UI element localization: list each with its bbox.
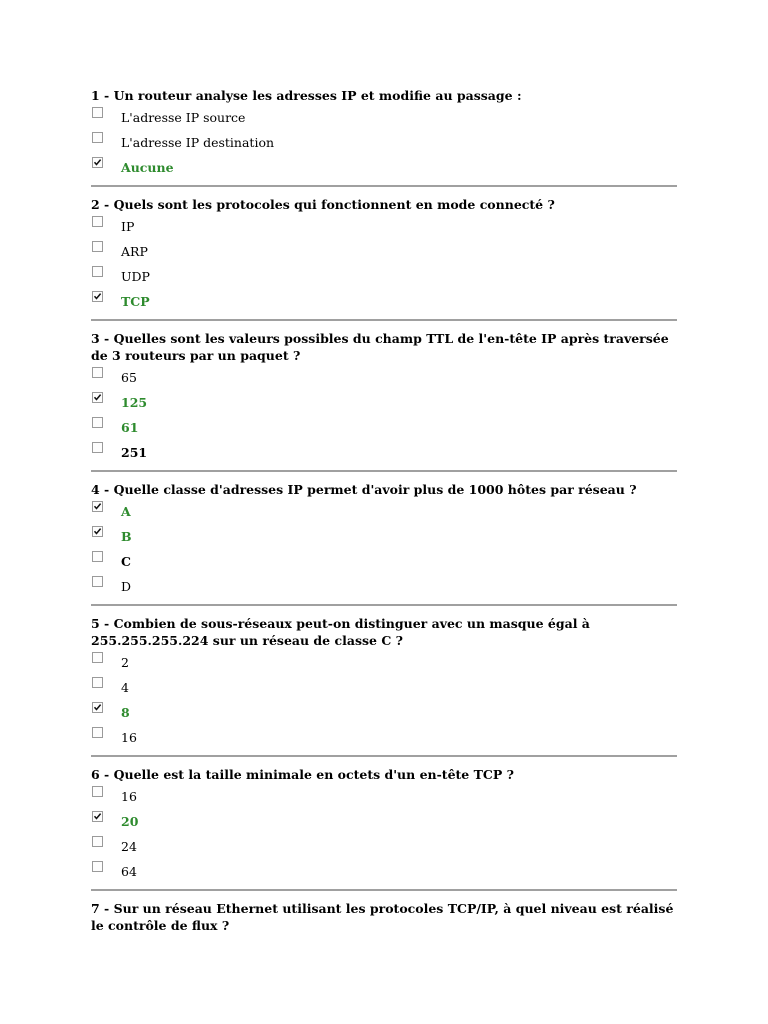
checkbox-unchecked[interactable] <box>92 576 103 587</box>
checkbox-unchecked[interactable] <box>92 417 103 428</box>
answer-label: TCP <box>121 294 150 309</box>
question-title: 5 - Combien de sous-réseaux peut-on distinguer avec un masque égal à 255.255.255.224 sur un réseau de classe C ? <box>91 616 590 648</box>
checkbox-checked[interactable] <box>92 702 103 713</box>
checkbox-checked[interactable] <box>92 526 103 537</box>
answer-option[interactable] <box>91 244 677 269</box>
answer-option[interactable] <box>91 395 677 420</box>
checkmark-icon <box>93 393 102 402</box>
checkmark-icon <box>93 292 102 301</box>
checkbox-unchecked[interactable] <box>92 107 103 118</box>
answer-option[interactable] <box>91 420 677 445</box>
answer-label: UDP <box>121 269 150 284</box>
answer-option[interactable] <box>91 814 677 839</box>
answer-label: 24 <box>121 839 137 854</box>
answer-label: 125 <box>121 395 148 410</box>
question-2 <box>91 195 677 321</box>
answer-option[interactable] <box>91 110 677 135</box>
question-title: 7 - Sur un réseau Ethernet utilisant les protocoles TCP/IP, à quel niveau est réalisé le contrôle de flux ? <box>91 901 674 933</box>
checkbox-unchecked[interactable] <box>92 836 103 847</box>
checkbox-unchecked[interactable] <box>92 367 103 378</box>
checkmark-icon <box>93 502 102 511</box>
answer-option[interactable] <box>91 864 677 889</box>
answer-label: 20 <box>121 814 139 829</box>
answer-label: L'adresse IP destination <box>121 135 275 150</box>
answer-label: 64 <box>121 864 137 879</box>
answer-label: 16 <box>121 730 137 745</box>
checkbox-unchecked[interactable] <box>92 786 103 797</box>
answer-label: 251 <box>121 445 148 460</box>
checkbox-checked[interactable] <box>92 811 103 822</box>
checkbox-unchecked[interactable] <box>92 266 103 277</box>
checkbox-unchecked[interactable] <box>92 216 103 227</box>
checkmark-icon <box>93 158 102 167</box>
question-title: 1 - Un routeur analyse les adresses IP et modifie au passage : <box>91 88 522 103</box>
answer-label: D <box>121 579 132 594</box>
answer-label: 4 <box>121 680 129 695</box>
answer-label: 2 <box>121 655 129 670</box>
answer-option[interactable] <box>91 655 677 680</box>
answer-option[interactable] <box>91 705 677 730</box>
answer-label: 16 <box>121 789 137 804</box>
answer-label: C <box>121 554 131 569</box>
answer-option[interactable] <box>91 504 677 529</box>
answer-label: ARP <box>121 244 148 259</box>
quiz-list <box>91 86 677 940</box>
question-6 <box>91 765 677 891</box>
checkbox-unchecked[interactable] <box>92 861 103 872</box>
checkbox-checked[interactable] <box>92 392 103 403</box>
checkbox-checked[interactable] <box>92 291 103 302</box>
answer-label: IP <box>121 219 135 234</box>
question-1 <box>91 86 677 187</box>
question-3 <box>91 329 677 472</box>
checkbox-unchecked[interactable] <box>92 241 103 252</box>
checkbox-unchecked[interactable] <box>92 677 103 688</box>
answer-label: B <box>121 529 132 544</box>
answer-option[interactable] <box>91 579 677 604</box>
question-title: 4 - Quelle classe d'adresses IP permet d'avoir plus de 1000 hôtes par réseau ? <box>91 482 637 497</box>
checkbox-unchecked[interactable] <box>92 652 103 663</box>
checkbox-unchecked[interactable] <box>92 727 103 738</box>
answer-label: 61 <box>121 420 139 435</box>
answer-option[interactable] <box>91 160 677 185</box>
answer-option[interactable] <box>91 789 677 814</box>
answer-label: L'adresse IP source <box>121 110 246 125</box>
checkbox-unchecked[interactable] <box>92 132 103 143</box>
answer-option[interactable] <box>91 135 677 160</box>
checkmark-icon <box>93 527 102 536</box>
checkmark-icon <box>93 812 102 821</box>
question-7 <box>91 899 677 934</box>
question-title: 6 - Quelle est la taille minimale en octets d'un en-tête TCP ? <box>91 767 514 782</box>
question-title: 3 - Quelles sont les valeurs possibles du champ TTL de l'en-tête IP après traversée de 3 routeurs par un paquet ? <box>91 331 669 363</box>
answer-label: A <box>121 504 131 519</box>
answer-option[interactable] <box>91 680 677 705</box>
answer-option[interactable] <box>91 269 677 294</box>
answer-option[interactable] <box>91 730 677 755</box>
answer-option[interactable] <box>91 445 677 470</box>
answer-option[interactable] <box>91 219 677 244</box>
answer-option[interactable] <box>91 554 677 579</box>
checkbox-unchecked[interactable] <box>92 442 103 453</box>
answer-option[interactable] <box>91 370 677 395</box>
answer-label: 65 <box>121 370 137 385</box>
answer-option[interactable] <box>91 294 677 319</box>
question-5 <box>91 614 677 757</box>
answer-label: 8 <box>121 705 130 720</box>
checkbox-checked[interactable] <box>92 501 103 512</box>
checkbox-checked[interactable] <box>92 157 103 168</box>
answer-option[interactable] <box>91 529 677 554</box>
question-4 <box>91 480 677 606</box>
answer-label: Aucune <box>121 160 174 175</box>
answer-option[interactable] <box>91 839 677 864</box>
checkmark-icon <box>93 703 102 712</box>
question-title: 2 - Quels sont les protocoles qui fonctionnent en mode connecté ? <box>91 197 555 212</box>
checkbox-unchecked[interactable] <box>92 551 103 562</box>
